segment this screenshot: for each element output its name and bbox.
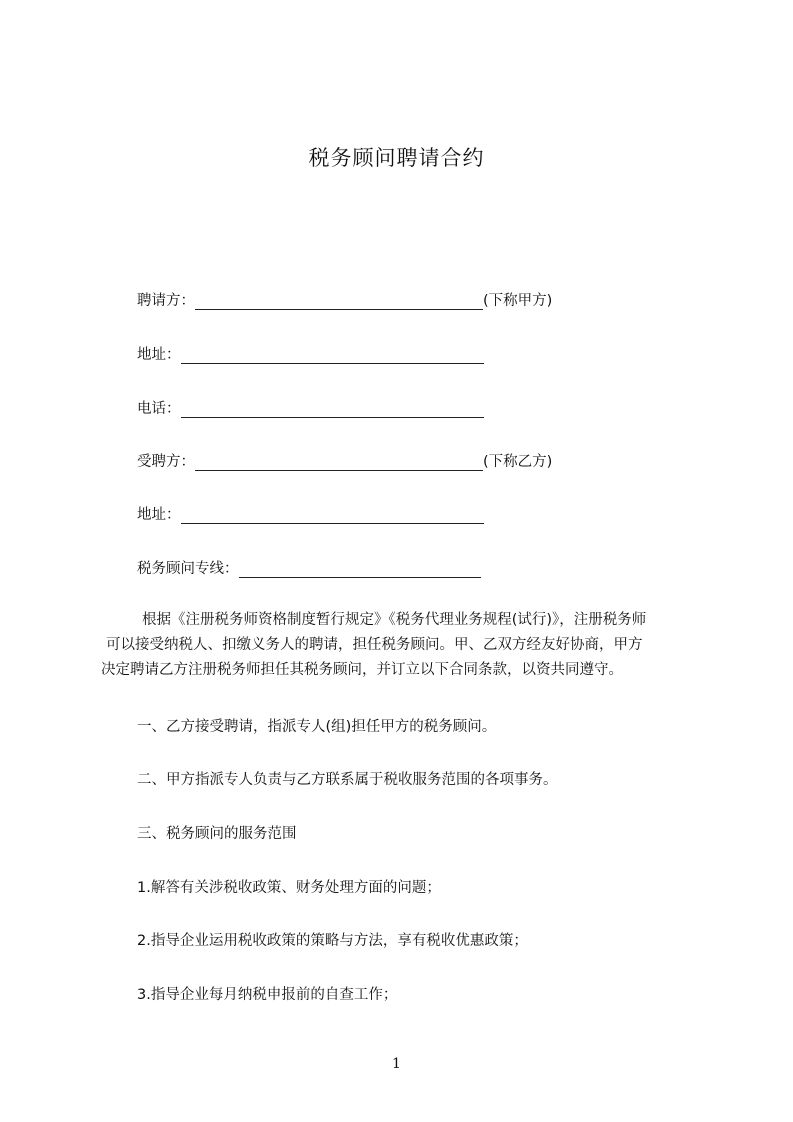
employer-address-blank-line[interactable] [181,346,484,364]
employee-label: 受聘方： [137,454,195,470]
employee-address-label: 地址： [137,507,181,523]
hotline-field [137,559,481,579]
clause-1: 一、乙方接受聘请，指派专人(组)担任甲方的税务顾问。 [137,719,497,735]
clause-3-item-3: 3.指导企业每月纳税申报前的自查工作； [137,987,398,1003]
intro-paragraph [101,608,690,683]
employee-field [137,452,552,472]
intro-line: 决定聘请乙方注册税务师担任其税务顾问，并订立以下合同条款，以资共同遵守。 [101,662,623,678]
hotline-label: 税务顾问专线： [137,561,239,577]
employer-phone-label: 电话： [137,401,181,417]
clause-3-item-2: 2.指导企业运用税收政策的策略与方法，享有税收优惠政策； [137,933,528,949]
intro-line: 根据《注册税务师资格制度暂行规定》《税务代理业务规程(试行)》，注册税务师 [142,612,647,628]
clause-3-heading: 三、税务顾问的服务范围 [137,826,297,842]
clause-3-item-1: 1.解答有关涉税收政策、财务处理方面的问题； [137,880,441,896]
employer-blank-line[interactable] [195,292,483,310]
employer-phone-blank-line[interactable] [181,400,484,418]
page-number: 1 [392,1056,401,1072]
document-title: 税务顾问聘请合约 [308,146,485,170]
employee-suffix: (下称乙方) [483,454,553,470]
employee-blank-line[interactable] [195,453,483,471]
employer-label: 聘请方： [137,293,195,309]
clause-2: 二、甲方指派专人负责与乙方联系属于税收服务范围的各项事务。 [137,772,558,788]
employer-address-label: 地址： [137,347,181,363]
employee-address-blank-line[interactable] [181,506,484,524]
employer-suffix: (下称甲方) [483,293,553,309]
employer-address-field [137,345,484,365]
employee-address-field [137,505,484,525]
employer-field [137,291,552,311]
employer-phone-field [137,399,484,419]
intro-line: 可以接受纳税人、扣缴义务人的聘请，担任税务顾问。甲、乙双方经友好协商，甲方 [106,637,643,653]
hotline-blank-line[interactable] [239,560,481,578]
